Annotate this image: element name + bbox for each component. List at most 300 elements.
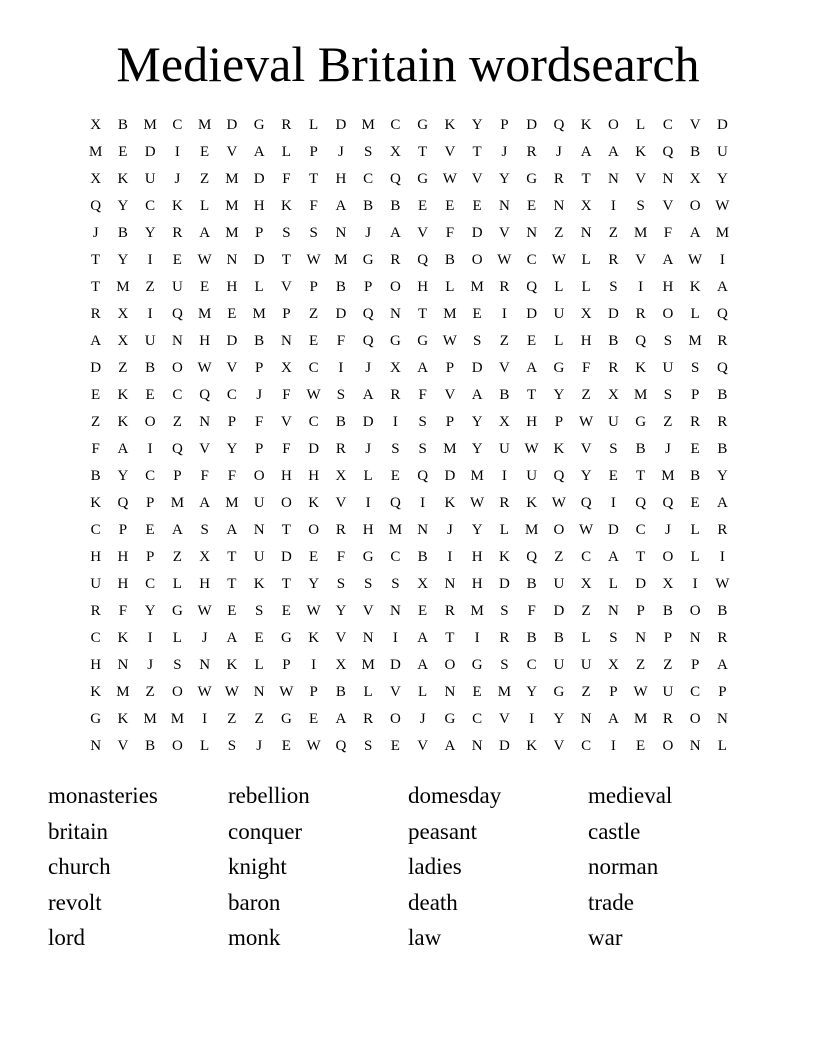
grid-row <box>82 112 736 139</box>
grid-letter: P <box>118 522 128 538</box>
grid-letter: U <box>526 468 538 484</box>
grid-letter: R <box>662 711 673 727</box>
grid-letter: M <box>252 306 266 322</box>
grid-letter: Y <box>553 387 565 403</box>
grid-letter: D <box>144 144 156 160</box>
grid-row <box>82 301 736 328</box>
grid-letter: Q <box>117 495 129 511</box>
grid-letter: J <box>92 225 99 241</box>
grid-letter: Q <box>635 333 647 349</box>
grid-letter: Y <box>144 603 156 619</box>
grid-letter: E <box>172 252 182 268</box>
grid-letter: X <box>335 468 347 484</box>
grid-letter: W <box>197 603 212 619</box>
grid-letter: D <box>253 171 265 187</box>
grid-letter: P <box>690 657 700 673</box>
grid-letter: U <box>253 495 265 511</box>
grid-letter: I <box>529 711 535 727</box>
grid-letter: Y <box>471 522 483 538</box>
grid-letter: N <box>498 198 510 214</box>
grid-letter: L <box>172 630 182 646</box>
grid-letter: N <box>607 171 619 187</box>
grid-letter: F <box>663 225 673 241</box>
grid-letter: I <box>147 252 153 268</box>
grid-letter: P <box>254 225 264 241</box>
grid-letter: I <box>420 495 426 511</box>
grid-letter: V <box>553 738 565 754</box>
grid-letter: D <box>226 333 238 349</box>
grid-letter: V <box>226 360 238 376</box>
grid-letter: E <box>309 549 319 565</box>
grid-letter: N <box>716 711 728 727</box>
grid-letter: Z <box>118 360 128 376</box>
grid-letter: Q <box>526 549 538 565</box>
grid-letter: M <box>225 225 239 241</box>
grid-letter: M <box>116 279 130 295</box>
grid-letter: M <box>443 306 457 322</box>
grid-row <box>82 598 736 625</box>
grid-letter: Q <box>662 495 674 511</box>
grid-letter: O <box>444 657 456 673</box>
grid-letter: G <box>90 711 102 727</box>
grid-letter: S <box>418 441 427 457</box>
grid-letter: Z <box>581 684 591 700</box>
word-list-item: rebellion <box>228 783 310 808</box>
grid-letter: G <box>471 657 483 673</box>
grid-letter: W <box>551 495 566 511</box>
grid-letter: L <box>200 738 210 754</box>
grid-letter: M <box>633 711 648 727</box>
grid-letter: D <box>90 360 102 376</box>
grid-letter: N <box>526 225 538 241</box>
grid-letter: U <box>580 657 592 673</box>
grid-row <box>82 247 736 274</box>
grid-letter: S <box>363 738 373 754</box>
grid-letter: S <box>336 576 346 592</box>
grid-letter: S <box>609 630 618 646</box>
grid-letter: Z <box>581 387 591 403</box>
grid-letter: T <box>418 144 428 160</box>
grid-letter: X <box>417 576 429 592</box>
grid-letter: S <box>363 144 373 160</box>
grid-letter: Y <box>308 576 320 592</box>
grid-letter: A <box>716 657 728 673</box>
grid-letter: K <box>444 117 456 133</box>
grid-letter: A <box>389 225 401 241</box>
grid-letter: W <box>688 252 703 268</box>
grid-letter: A <box>716 495 728 511</box>
grid-letter: D <box>471 360 483 376</box>
grid-letter: P <box>254 360 264 376</box>
grid-letter: Y <box>716 171 728 187</box>
grid-row <box>82 382 736 409</box>
grid-letter: Y <box>526 684 538 700</box>
grid-letter: G <box>280 630 292 646</box>
grid-letter: B <box>608 333 619 349</box>
grid-letter: L <box>554 279 564 295</box>
grid-letter: F <box>336 549 346 565</box>
grid-letter: V <box>226 144 238 160</box>
grid-letter: L <box>690 549 700 565</box>
grid-letter: P <box>445 414 455 430</box>
grid-letter: E <box>118 144 128 160</box>
grid-letter: Y <box>335 603 347 619</box>
grid-letter: Q <box>553 117 565 133</box>
grid-letter: I <box>610 198 616 214</box>
grid-letter: Q <box>90 198 102 214</box>
grid-letter: R <box>553 171 564 187</box>
grid-letter: W <box>279 684 294 700</box>
grid-letter: C <box>581 549 592 565</box>
grid-letter: Z <box>254 711 264 727</box>
grid-letter: I <box>392 414 398 430</box>
grid-letter: U <box>171 279 183 295</box>
grid-letter: H <box>280 468 292 484</box>
grid-letter: Q <box>526 279 538 295</box>
grid-letter: E <box>254 630 264 646</box>
grid-letter: Q <box>199 387 211 403</box>
grid-letter: D <box>526 306 538 322</box>
grid-letter: M <box>225 495 239 511</box>
grid-letter: N <box>90 738 102 754</box>
grid-letter: P <box>445 360 455 376</box>
grid-letter: R <box>717 630 728 646</box>
grid-letter: U <box>662 684 674 700</box>
grid-letter: N <box>389 306 401 322</box>
grid-letter: K <box>117 711 129 727</box>
grid-letter: Q <box>716 360 728 376</box>
grid-letter: P <box>500 117 509 133</box>
grid-letter: N <box>580 711 592 727</box>
grid-letter: I <box>338 360 344 376</box>
grid-letter: M <box>633 387 648 403</box>
grid-letter: C <box>308 360 319 376</box>
grid-letter: N <box>553 198 565 214</box>
grid-letter: A <box>716 279 728 295</box>
grid-letter: X <box>580 306 592 322</box>
grid-letter: M <box>633 225 648 241</box>
grid-letter: R <box>717 522 728 538</box>
grid-letter: P <box>282 306 291 322</box>
grid-letter: O <box>607 117 619 133</box>
word-list-item: castle <box>588 818 641 844</box>
grid-letter: L <box>717 738 727 754</box>
grid-letter: B <box>635 441 646 457</box>
grid-letter: K <box>635 360 647 376</box>
grid-letter: Y <box>471 414 483 430</box>
grid-letter: N <box>253 522 265 538</box>
grid-letter: F <box>445 225 455 241</box>
grid-letter: K <box>308 495 320 511</box>
grid-letter: J <box>555 144 562 160</box>
grid-letter: X <box>580 198 592 214</box>
grid-letter: P <box>554 414 564 430</box>
grid-letter: B <box>690 144 701 160</box>
grid-letter: M <box>524 522 539 538</box>
grid-letter: W <box>197 684 212 700</box>
grid-letter: J <box>446 522 453 538</box>
grid-letter: W <box>197 360 212 376</box>
grid-letter: D <box>498 576 510 592</box>
grid-letter: L <box>281 144 291 160</box>
grid-letter: D <box>362 414 374 430</box>
grid-row <box>82 166 736 193</box>
grid-letter: G <box>417 117 429 133</box>
grid-letter: J <box>337 144 344 160</box>
grid-letter: A <box>253 144 265 160</box>
grid-letter: H <box>117 576 129 592</box>
grid-letter: I <box>638 279 644 295</box>
grid-letter: A <box>417 630 429 646</box>
grid-letter: W <box>442 333 457 349</box>
grid-letter: M <box>361 117 375 133</box>
grid-letter: F <box>118 603 128 619</box>
grid-letter: L <box>309 117 319 133</box>
grid-letter: H <box>471 549 483 565</box>
grid-letter: O <box>553 522 565 538</box>
grid-letter: B <box>117 225 128 241</box>
grid-letter: B <box>499 387 510 403</box>
grid-letter: E <box>145 387 155 403</box>
grid-letter: S <box>391 441 400 457</box>
grid-letter: M <box>388 522 403 538</box>
grid-letter: C <box>308 414 319 430</box>
grid-letter: M <box>88 144 103 160</box>
grid-letter: C <box>581 738 592 754</box>
grid-letter: Q <box>417 468 429 484</box>
grid-letter: G <box>444 711 456 727</box>
grid-letter: V <box>471 171 483 187</box>
grid-letter: G <box>362 252 374 268</box>
word-list-item: domesday <box>408 783 502 808</box>
grid-letter: X <box>199 549 211 565</box>
grid-letter: F <box>227 468 237 484</box>
grid-letter: R <box>635 306 646 322</box>
grid-letter: R <box>172 225 183 241</box>
grid-letter: W <box>306 252 321 268</box>
grid-letter: N <box>417 522 429 538</box>
grid-letter: U <box>607 414 619 430</box>
grid-letter: N <box>689 738 701 754</box>
grid-letter: Q <box>335 738 347 754</box>
grid-letter: A <box>226 522 238 538</box>
grid-letter: T <box>309 171 319 187</box>
grid-letter: P <box>309 144 318 160</box>
grid-letter: N <box>362 630 374 646</box>
grid-letter: Q <box>171 441 183 457</box>
grid-letter: P <box>309 279 318 295</box>
grid-letter: D <box>526 117 538 133</box>
grid-letter: F <box>336 333 346 349</box>
grid-letter: Y <box>498 171 510 187</box>
grid-letter: H <box>199 576 211 592</box>
grid-letter: E <box>309 711 319 727</box>
grid-letter: O <box>389 711 401 727</box>
grid-letter: A <box>417 657 429 673</box>
grid-letter: Q <box>362 306 374 322</box>
grid-letter: F <box>200 468 209 484</box>
word-list-item: ladies <box>408 854 462 880</box>
word-list-item: peasant <box>408 818 477 844</box>
grid-letter: X <box>689 171 701 187</box>
grid-letter: X <box>335 657 347 673</box>
grid-letter: B <box>717 387 728 403</box>
grid-letter: S <box>173 657 182 673</box>
grid-letter: V <box>498 225 510 241</box>
grid-letter: F <box>282 441 291 457</box>
grid-letter: E <box>690 495 700 511</box>
grid-letter: E <box>281 603 291 619</box>
grid-letter: H <box>199 333 211 349</box>
grid-row <box>82 193 736 220</box>
grid-letter: V <box>635 252 647 268</box>
grid-letter: V <box>689 117 701 133</box>
grid-letter: A <box>526 360 538 376</box>
grid-letter: X <box>607 387 619 403</box>
grid-letter: B <box>254 333 265 349</box>
grid-letter: S <box>663 333 673 349</box>
grid-letter: C <box>226 387 237 403</box>
grid-letter: Z <box>581 603 591 619</box>
grid-letter: G <box>171 603 183 619</box>
grid-letter: H <box>117 549 129 565</box>
grid-letter: S <box>500 603 509 619</box>
grid-letter: L <box>172 576 182 592</box>
grid-letter: H <box>335 171 347 187</box>
grid-letter: N <box>199 414 211 430</box>
grid-letter: N <box>389 603 401 619</box>
grid-letter: U <box>553 306 565 322</box>
grid-letter: A <box>199 225 211 241</box>
grid-letter: Q <box>662 144 674 160</box>
grid-letter: S <box>609 441 618 457</box>
grid-letter: C <box>145 468 156 484</box>
grid-letter: U <box>253 549 265 565</box>
grid-letter: S <box>472 333 482 349</box>
grid-letter: K <box>117 387 129 403</box>
word-list-item: war <box>588 925 623 951</box>
grid-letter: W <box>442 171 457 187</box>
grid-letter: E <box>145 522 155 538</box>
grid-letter: X <box>90 117 102 133</box>
grid-letter: F <box>282 171 291 187</box>
grid-letter: O <box>689 198 701 214</box>
grid-row <box>82 706 736 733</box>
grid-letter: V <box>580 441 592 457</box>
grid-letter: V <box>335 630 347 646</box>
grid-letter: I <box>501 306 507 322</box>
grid-letter: W <box>715 576 730 592</box>
grid-letter: E <box>200 144 210 160</box>
grid-letter: V <box>444 387 456 403</box>
grid-row <box>82 733 736 760</box>
grid-letter: D <box>389 657 401 673</box>
grid-letter: T <box>281 252 291 268</box>
grid-letter: C <box>172 387 183 403</box>
grid-letter: K <box>498 549 510 565</box>
grid-letter: V <box>280 414 292 430</box>
grid-letter: Z <box>200 171 210 187</box>
grid-letter: Y <box>226 441 238 457</box>
grid-letter: B <box>90 468 101 484</box>
grid-letter: D <box>471 225 483 241</box>
grid-letter: T <box>636 468 646 484</box>
grid-letter: S <box>282 225 291 241</box>
word-list-item: knight <box>228 854 287 880</box>
grid-letter: A <box>444 738 456 754</box>
grid-row <box>82 571 736 598</box>
grid-letter: A <box>117 441 129 457</box>
grid-letter: P <box>145 495 155 511</box>
word-list-item: revolt <box>48 889 102 915</box>
grid-letter: V <box>117 738 129 754</box>
grid-letter: W <box>551 252 566 268</box>
grid-letter: R <box>390 387 401 403</box>
grid-letter: Y <box>117 198 129 214</box>
grid-letter: R <box>444 603 455 619</box>
grid-letter: E <box>418 198 428 214</box>
grid-letter: L <box>445 279 455 295</box>
grid-letter: N <box>607 603 619 619</box>
grid-letter: H <box>362 522 374 538</box>
grid-letter: U <box>498 441 510 457</box>
grid-letter: Z <box>663 657 673 673</box>
grid-letter: A <box>335 198 347 214</box>
grid-letter: I <box>610 495 616 511</box>
grid-letter: E <box>472 198 482 214</box>
word-list-item: trade <box>588 889 634 915</box>
word-list-item: lord <box>48 925 86 951</box>
grid-letter: I <box>501 468 507 484</box>
grid-letter: R <box>90 306 101 322</box>
word-list-item: baron <box>228 889 281 915</box>
grid-letter: W <box>497 252 512 268</box>
grid-letter: P <box>309 684 318 700</box>
grid-letter: F <box>418 387 427 403</box>
grid-letter: D <box>308 441 320 457</box>
grid-letter: F <box>581 360 591 376</box>
grid-letter: H <box>226 279 238 295</box>
grid-letter: O <box>308 522 320 538</box>
grid-letter: W <box>197 252 212 268</box>
grid-letter: M <box>688 333 702 349</box>
grid-letter: Y <box>117 468 129 484</box>
grid-letter: D <box>335 306 347 322</box>
grid-letter: L <box>608 576 618 592</box>
grid-letter: G <box>635 414 647 430</box>
grid-letter: K <box>171 198 183 214</box>
grid-letter: A <box>171 522 183 538</box>
grid-letter: C <box>526 252 537 268</box>
grid-letter: U <box>144 171 156 187</box>
grid-letter: H <box>662 279 674 295</box>
grid-letter: G <box>389 333 401 349</box>
grid-letter: R <box>335 441 346 457</box>
grid-letter: R <box>499 630 510 646</box>
grid-letter: S <box>391 576 400 592</box>
grid-letter: W <box>306 738 321 754</box>
grid-letter: Y <box>144 225 156 241</box>
grid-letter: Z <box>554 225 564 241</box>
grid-letter: B <box>690 468 701 484</box>
grid-letter: M <box>143 711 157 727</box>
grid-row <box>82 517 736 544</box>
grid-letter: K <box>253 576 265 592</box>
grid-letter: M <box>443 441 457 457</box>
grid-letter: T <box>581 171 591 187</box>
grid-letter: I <box>719 252 725 268</box>
grid-letter: N <box>471 738 483 754</box>
